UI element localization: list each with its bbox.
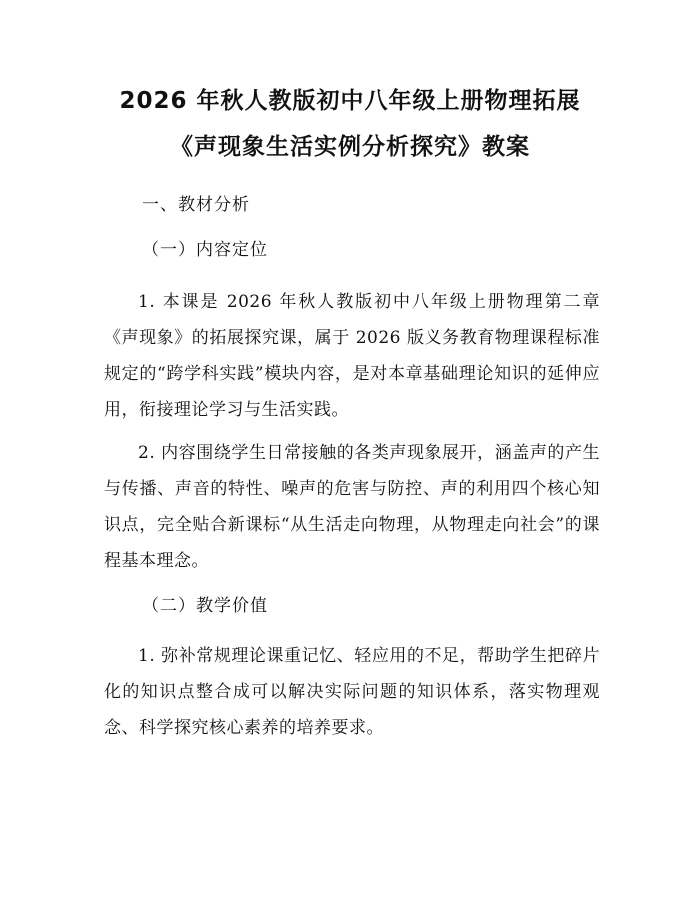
paragraph: 1. 弥补常规理论课重记忆、轻应用的不足，帮助学生把碎片化的知识点整合成可以解决实际问题的知识体系，落实物理观念、科学探究核心素养的培养要求。 [104,646,600,738]
paragraph: 1. 本课是 2026 年秋人教版初中八年级上册物理第二章《声现象》的拓展探究课，属于 2026 版义务教育物理课程标准规定的“跨学科实践”模块内容，是对本章基础理论知识的延伸应用，衔接理论学习与生活实践。 [104,292,600,420]
subsection-heading-content-positioning: （一）内容定位 [142,240,268,260]
subsection-heading-teaching-value: （二）教学价值 [142,596,268,616]
document-title-line-2: 《声现象生活实例分析探究》教案 [170,134,530,160]
section-heading-teaching-material-analysis: 一、教材分析 [142,195,250,215]
paragraph: 2. 内容围绕学生日常接触的各类声现象展开，涵盖声的产生与传播、声音的特性、噪声的危害与防控、声的利用四个核心知识点，完全贴合新课标“从生活走向物理，从物理走向社会”的课程基本理念。 [104,443,600,571]
document-title-line-1: 2026 年秋人教版初中八年级上册物理拓展 [119,88,581,114]
